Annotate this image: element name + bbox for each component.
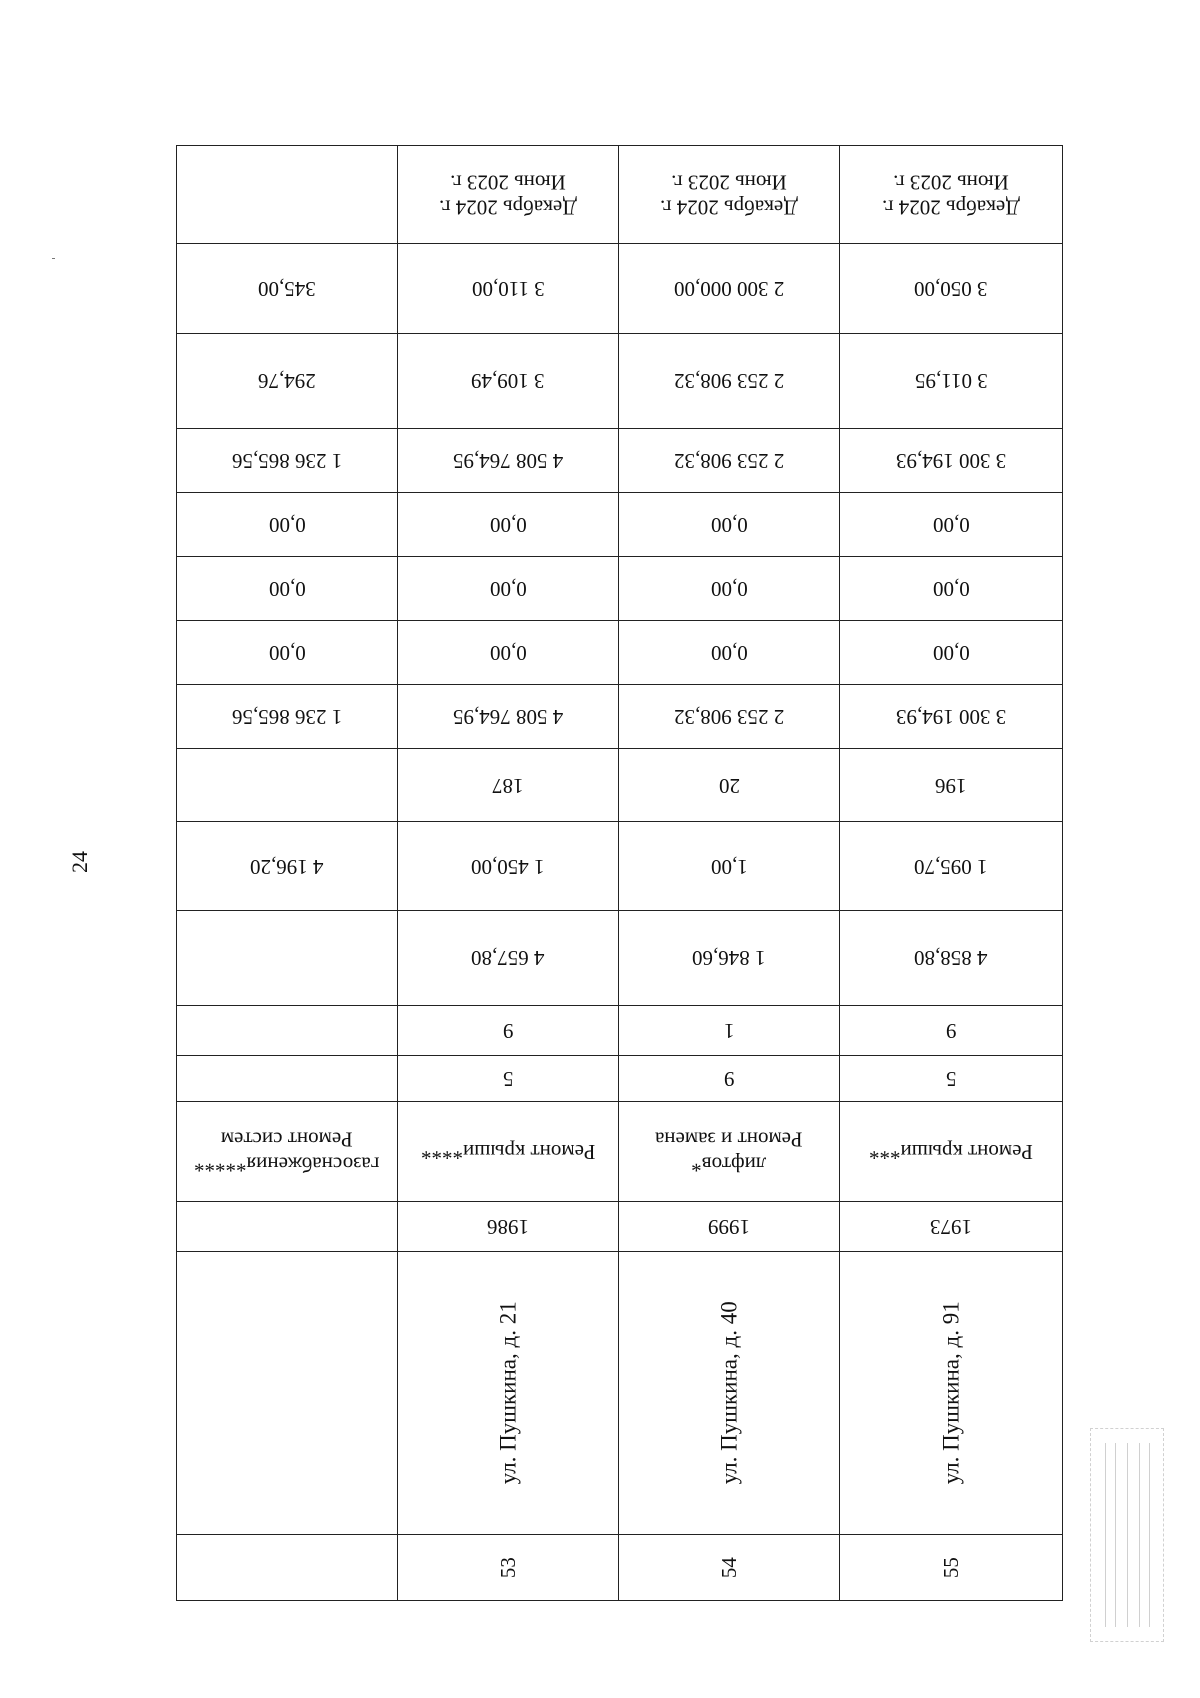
cell-amount: 0,00 — [398, 556, 619, 620]
row-total — [177, 428, 1063, 492]
row-period — [177, 146, 1063, 244]
cell-area: 1 450,00 — [398, 822, 619, 911]
row-count — [177, 749, 1063, 822]
cell-cost: 3 110,00 — [398, 244, 619, 334]
cell-cost: 3 011,95 — [840, 334, 1063, 428]
cell-year: 1999 — [619, 1202, 840, 1252]
cell-small: 9 — [840, 1005, 1063, 1055]
cell-number: 54 — [619, 1534, 840, 1600]
cell-total: 2 253 908,32 — [619, 428, 840, 492]
cell-area: 1 846,60 — [619, 911, 840, 1005]
cell-area: 4 657,80 — [398, 911, 619, 1005]
cell-total: 3 300 194,93 — [840, 428, 1063, 492]
cell-year: 1973 — [840, 1202, 1063, 1252]
row-area-total — [177, 911, 1063, 1005]
cell-small — [177, 1055, 398, 1101]
cell-small — [177, 1005, 398, 1055]
cell-address: ул. Пушкина, д. 91 — [840, 1252, 1063, 1535]
row-number — [177, 1534, 1063, 1600]
cell-number — [177, 1534, 398, 1600]
cell-address — [177, 1252, 398, 1535]
cell-count: 187 — [398, 749, 619, 822]
cell-amount: 0,00 — [840, 492, 1063, 556]
cell-area — [177, 911, 398, 1005]
cell-total: 2 253 908,32 — [619, 685, 840, 749]
cell-amount: 0,00 — [840, 556, 1063, 620]
cell-number: 53 — [398, 1534, 619, 1600]
cell-cost: 2 253 908,32 — [619, 334, 840, 428]
cell-address: ул. Пушкина, д. 21 — [398, 1252, 619, 1535]
repair-schedule-table — [176, 145, 1063, 1601]
page-number: 24 — [67, 851, 92, 873]
cell-amount: 0,00 — [177, 556, 398, 620]
row-cost-b — [177, 334, 1063, 428]
cell-cost: 2 300 000,00 — [619, 244, 840, 334]
cell-area: 1,00 — [619, 822, 840, 911]
cell-small: 5 — [398, 1055, 619, 1101]
cell-number: 55 — [840, 1534, 1063, 1600]
row-cost-a — [177, 244, 1063, 334]
row-total-2 — [177, 685, 1063, 749]
cell-period — [177, 146, 398, 244]
cell-amount: 0,00 — [619, 492, 840, 556]
row-year — [177, 1202, 1063, 1252]
row-work-type — [177, 1101, 1063, 1201]
cell-small: 5 — [840, 1055, 1063, 1101]
cell-area: 1 095,70 — [840, 822, 1063, 911]
row-zero-1 — [177, 492, 1063, 556]
row-area — [177, 822, 1063, 911]
cell-amount: 0,00 — [177, 492, 398, 556]
cell-work-type: лифтов* Ремонт и замена — [619, 1101, 840, 1201]
cell-amount: 0,00 — [398, 492, 619, 556]
cell-total: 3 300 194,93 — [840, 685, 1063, 749]
cell-amount: 0,00 — [840, 620, 1063, 684]
cell-amount: 0,00 — [619, 556, 840, 620]
cell-amount: 0,00 — [177, 620, 398, 684]
row-zero-2 — [177, 556, 1063, 620]
cell-work-type: Ремонт крыши*** — [840, 1101, 1063, 1201]
cell-year — [177, 1202, 398, 1252]
cell-work-type: Ремонт крыши**** — [398, 1101, 619, 1201]
cell-area: 4 858,80 — [840, 911, 1063, 1005]
cell-address: ул. Пушкина, д. 40 — [619, 1252, 840, 1535]
cell-count: 20 — [619, 749, 840, 822]
row-entrances — [177, 1055, 1063, 1101]
row-floors — [177, 1005, 1063, 1055]
cell-count: 196 — [840, 749, 1063, 822]
cell-small: 1 — [619, 1005, 840, 1055]
cell-work-type: газоснабжения***** Ремонт систем — [177, 1101, 398, 1201]
cell-count — [177, 749, 398, 822]
cell-small: 9 — [398, 1005, 619, 1055]
cell-area: 4 196,20 — [177, 822, 398, 911]
cell-total: 4 508 764,95 — [398, 428, 619, 492]
cell-cost: 3 050,00 — [840, 244, 1063, 334]
cell-small: 9 — [619, 1055, 840, 1101]
cell-cost: 345,00 — [177, 244, 398, 334]
cell-total: 1 236 865,56 — [177, 428, 398, 492]
margin-mark — [52, 258, 55, 259]
cell-total: 1 236 865,56 — [177, 685, 398, 749]
cell-amount: 0,00 — [619, 620, 840, 684]
cell-cost: 3 109,49 — [398, 334, 619, 428]
row-zero-3 — [177, 620, 1063, 684]
cell-period: Декабрь 2024 г. Июнь 2023 г. — [619, 146, 840, 244]
cell-amount: 0,00 — [398, 620, 619, 684]
cell-period: Декабрь 2024 г. Июнь 2023 г. — [840, 146, 1063, 244]
row-address — [177, 1252, 1063, 1535]
cell-year: 1986 — [398, 1202, 619, 1252]
faded-stamp — [1090, 1428, 1164, 1642]
cell-cost: 294,76 — [177, 334, 398, 428]
cell-period: Декабрь 2024 г. Июнь 2023 г. — [398, 146, 619, 244]
cell-total: 4 508 764,95 — [398, 685, 619, 749]
